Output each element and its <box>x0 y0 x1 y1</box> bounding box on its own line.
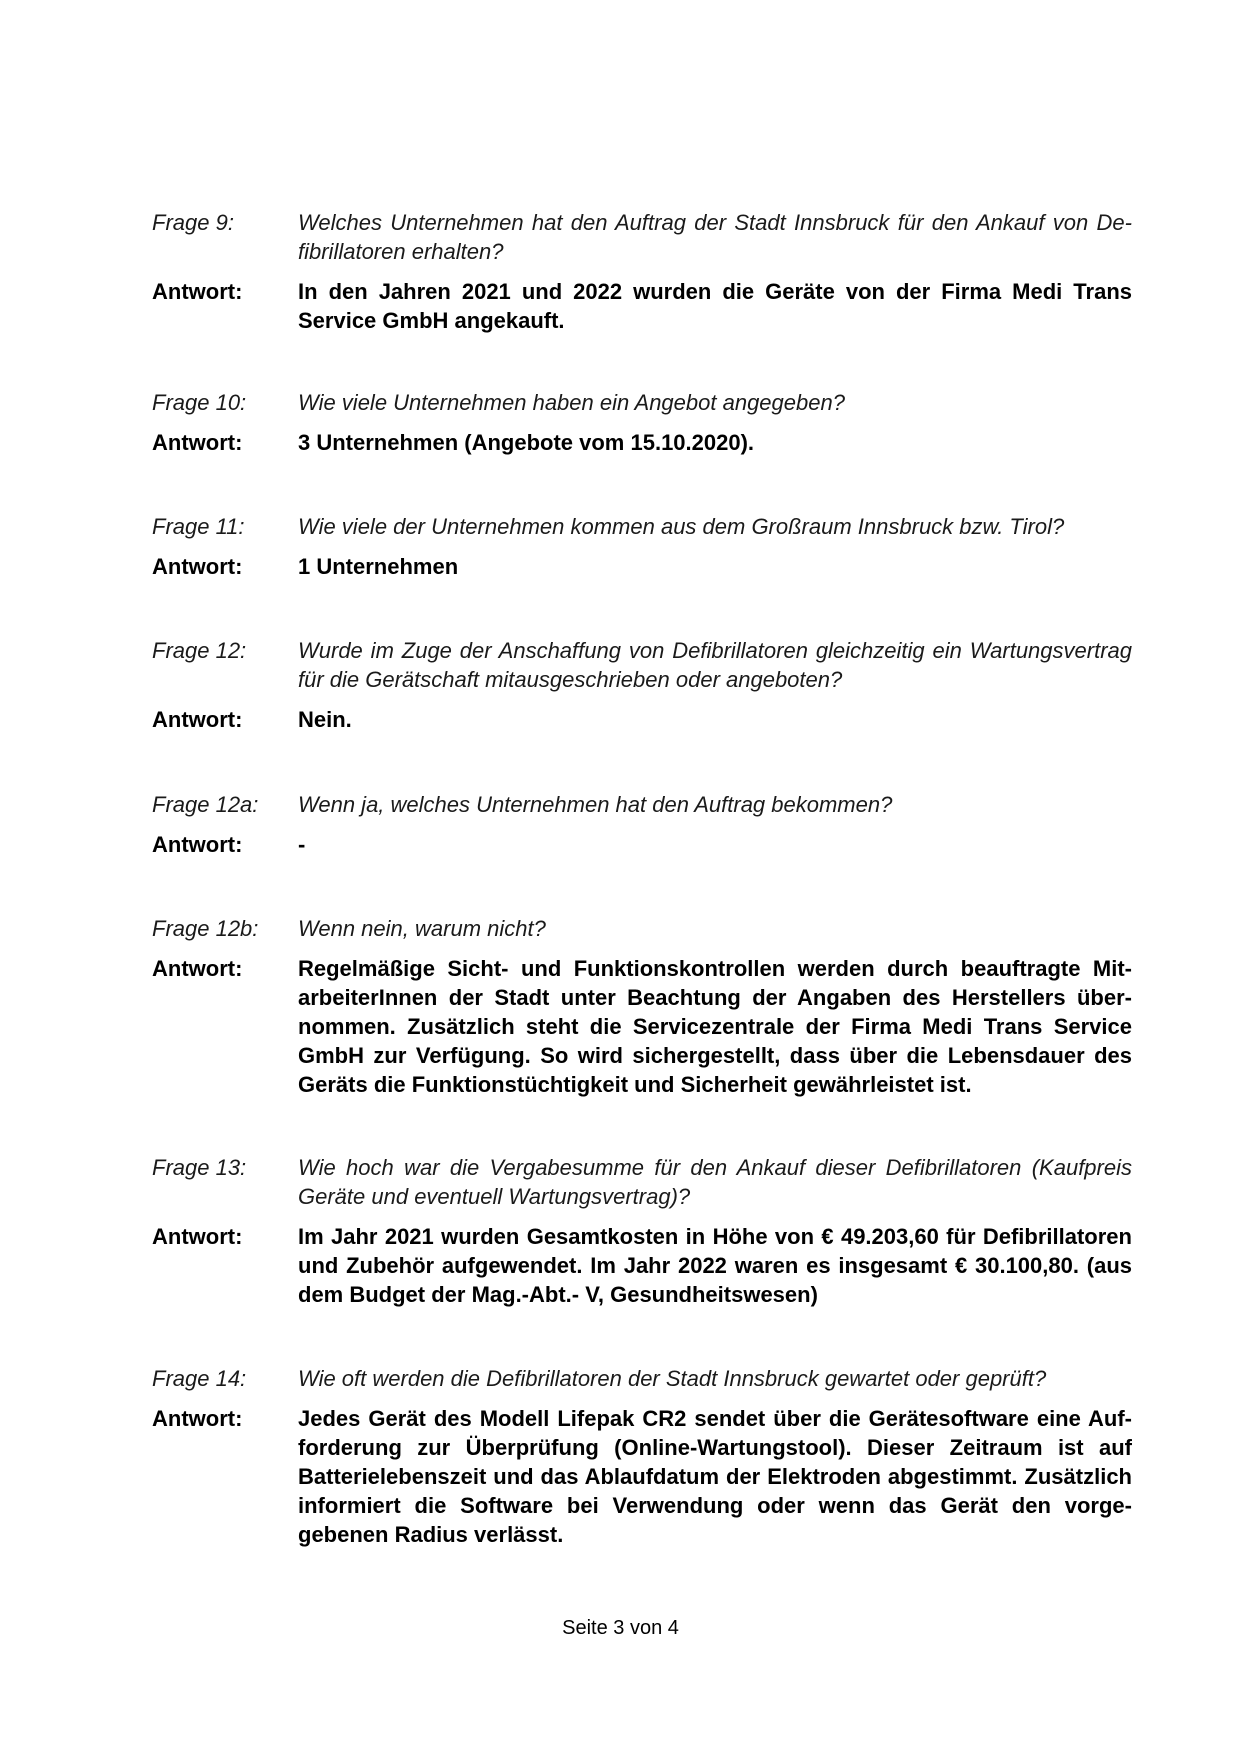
question-label: Frage 12a: <box>152 792 259 817</box>
answer-row <box>152 1222 1132 1309</box>
question-text: Wenn ja, welches Unternehmen hat den Auftrag bekommen? <box>298 792 893 817</box>
question-text: Wurde im Zuge der Anschaffung von Defibrillatoren gleichzeitig ein Wartungsvertrag für die Gerätschaft mitausgeschrieben oder angeboten? <box>298 638 1132 692</box>
answer-text: 3 Unternehmen (Angebote vom 15.10.2020). <box>298 430 755 455</box>
answer-text: Jedes Gerät des Modell Lifepak CR2 sendet über die Gerätesoftware eine Aufforderung zur Überprüfung (Online-Wartungstool). Dieser Zeitraum ist auf Batterielebenszeit und das Ablaufdatum der Elektroden abgestimmt. Zusätzlich informiert die Software bei Verwendung oder wenn das Gerät den vorgegebenen Radius verlässt. <box>298 1406 1132 1547</box>
question-row <box>152 208 1132 266</box>
answer-label: Antwort: <box>152 554 243 579</box>
question-text: Wie oft werden die Defibrillatoren der Stadt Innsbruck gewartet oder geprüft? <box>298 1366 1047 1391</box>
question-row <box>152 636 1132 694</box>
question-label: Frage 9: <box>152 210 234 235</box>
answer-label: Antwort: <box>152 1224 243 1249</box>
answer-row <box>152 1404 1132 1549</box>
qa-frage-14 <box>152 1364 1132 1549</box>
answer-text: In den Jahren 2021 und 2022 wurden die Geräte von der Firma Medi Trans Service GmbH angekauft. <box>298 279 1132 333</box>
question-row <box>152 1364 1132 1393</box>
qa-frage-10 <box>152 388 1132 457</box>
answer-row <box>152 954 1132 1099</box>
answer-row <box>152 830 1132 859</box>
question-text: Wie viele Unternehmen haben ein Angebot angegeben? <box>298 390 845 415</box>
answer-text: Regelmäßige Sicht- und Funktionskontrollen werden durch beauftragte MitarbeiterInnen der Stadt unter Beachtung der Angaben des Herstellers übernommen. Zusätzlich steht die Servicezentrale der Firma Medi Trans Service GmbH zur Verfügung. So wird sichergestellt, dass über die Lebensdauer des Geräts die Funktionstüchtigkeit und Sicherheit gewährleistet ist. <box>298 956 1132 1097</box>
answer-label: Antwort: <box>152 1406 243 1431</box>
question-text: Wie viele der Unternehmen kommen aus dem Großraum Innsbruck bzw. Tirol? <box>298 514 1065 539</box>
question-label: Frage 14: <box>152 1366 247 1391</box>
question-text: Welches Unternehmen hat den Auftrag der Stadt Innsbruck für den Ankauf von Defibrillatoren erhalten? <box>298 210 1132 264</box>
question-label: Frage 11: <box>152 514 245 539</box>
question-label: Frage 13: <box>152 1155 247 1180</box>
answer-text: Nein. <box>298 707 352 732</box>
answer-label: Antwort: <box>152 279 243 304</box>
question-row <box>152 914 1132 943</box>
qa-frage-9 <box>152 208 1132 335</box>
answer-row <box>152 277 1132 335</box>
answer-label: Antwort: <box>152 707 243 732</box>
qa-frage-11 <box>152 512 1132 581</box>
question-text: Wie hoch war die Vergabesumme für den Ankauf dieser Defibrillatoren (Kaufpreis Geräte und eventuell Wartungsvertrag)? <box>298 1155 1132 1209</box>
question-row <box>152 512 1132 541</box>
answer-text: Im Jahr 2021 wurden Gesamtkosten in Höhe von € 49.203,60 für Defibrillatoren und Zubehör aufgewendet. Im Jahr 2022 waren es insgesamt € 30.100,80. (aus dem Budget der Mag.-Abt.- V, Gesundheitswesen) <box>298 1224 1132 1307</box>
question-label: Frage 12b: <box>152 916 259 941</box>
answer-text: 1 Unternehmen <box>298 554 459 579</box>
question-row <box>152 388 1132 417</box>
qa-frage-13 <box>152 1153 1132 1309</box>
answer-label: Antwort: <box>152 832 243 857</box>
answer-label: Antwort: <box>152 430 243 455</box>
question-text: Wenn nein, warum nicht? <box>298 916 546 941</box>
qa-frage-12b <box>152 914 1132 1099</box>
qa-frage-12 <box>152 636 1132 734</box>
answer-label: Antwort: <box>152 956 243 981</box>
question-label: Frage 12: <box>152 638 247 663</box>
question-row <box>152 1153 1132 1211</box>
qa-frage-12a <box>152 790 1132 859</box>
answer-text: - <box>298 832 306 857</box>
page-number-footer: Seite 3 von 4 <box>562 1617 679 1639</box>
answer-row <box>152 552 1132 581</box>
question-label: Frage 10: <box>152 390 247 415</box>
answer-row <box>152 705 1132 734</box>
question-row <box>152 790 1132 819</box>
answer-row <box>152 428 1132 457</box>
